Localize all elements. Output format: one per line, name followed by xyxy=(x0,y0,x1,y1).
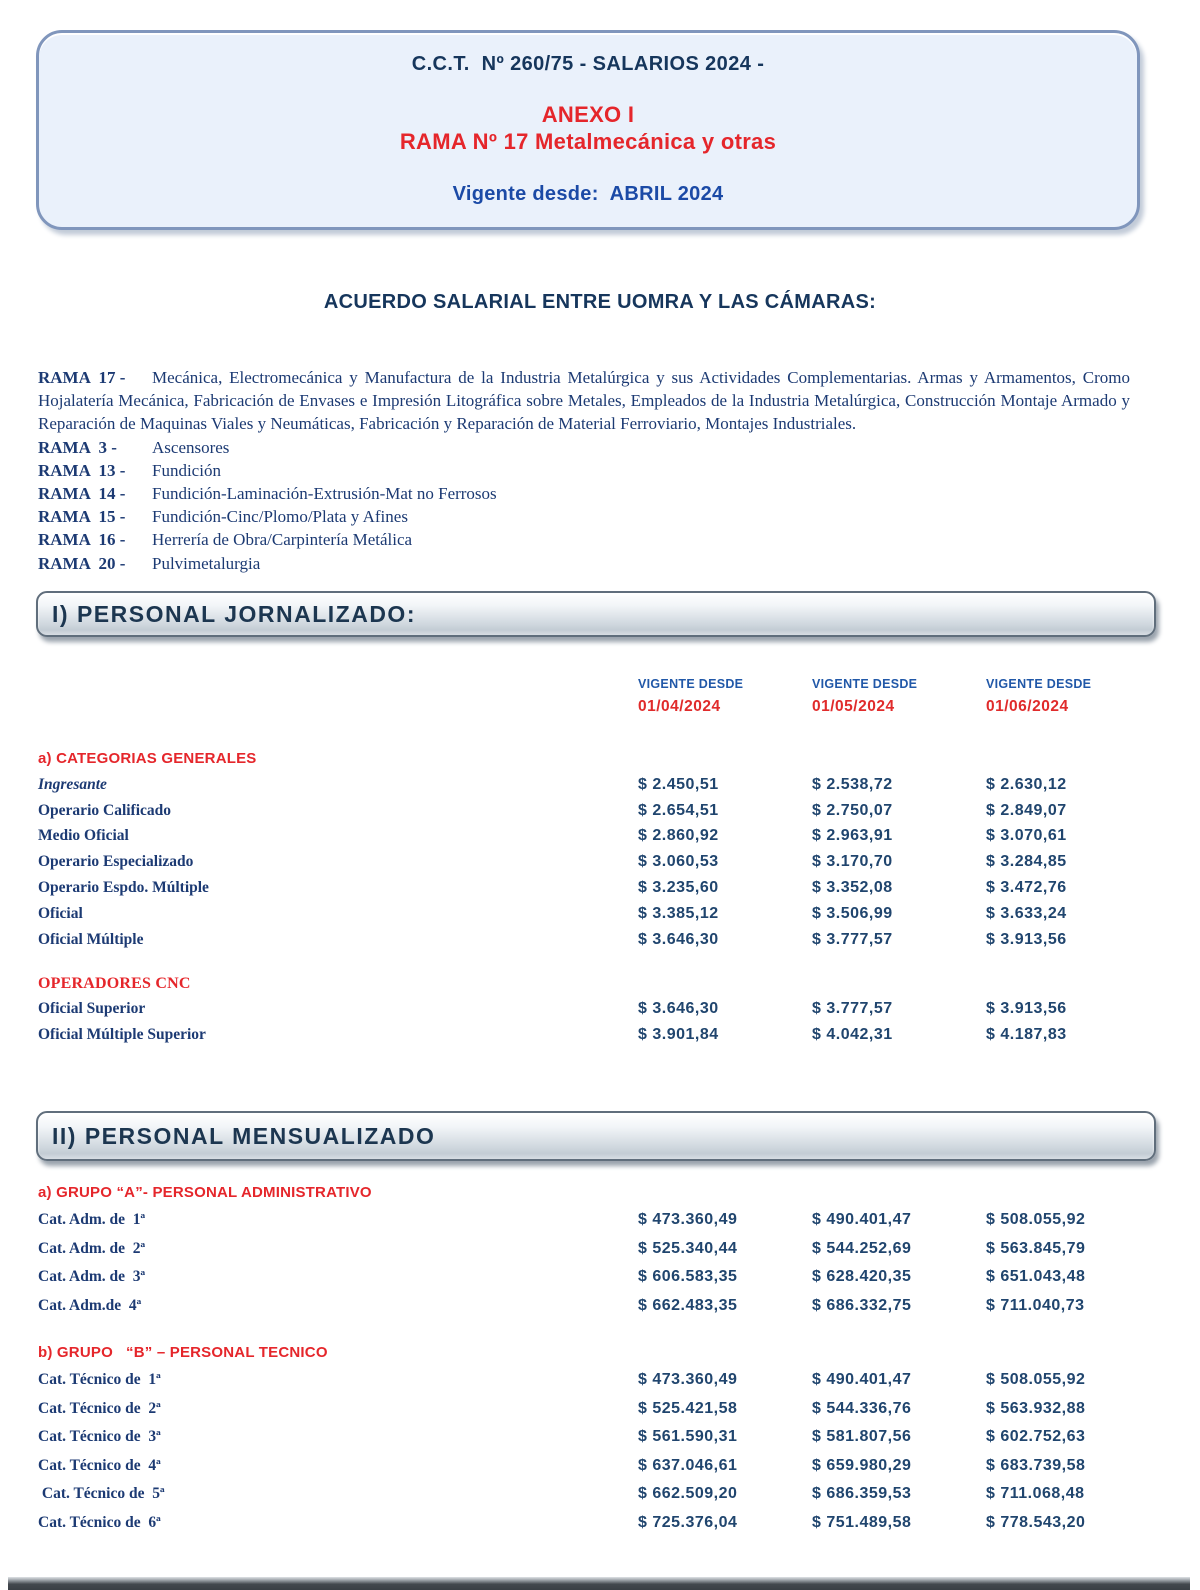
salary-value: $ 3.284,85 xyxy=(986,853,1067,871)
table-row xyxy=(38,1480,1162,1509)
table-row xyxy=(38,772,1162,798)
salary-value: $ 3.506,99 xyxy=(812,904,893,922)
category-label: Oficial Múltiple xyxy=(38,930,144,948)
salary-value: $ 683.739,58 xyxy=(986,1456,1086,1474)
salary-value: $ 525.340,44 xyxy=(638,1239,738,1257)
table-row xyxy=(38,997,1162,1023)
column-header-1 xyxy=(638,677,812,716)
salary-value: $ 3.646,30 xyxy=(638,1000,719,1018)
salary-value: $ 2.450,51 xyxy=(638,775,719,793)
rama-17-paragraph xyxy=(38,366,1130,436)
salary-value: $ 473.360,49 xyxy=(638,1371,738,1389)
category-label: Oficial xyxy=(38,904,83,922)
group-heading: b) GRUPO “B” – PERSONAL TECNICO xyxy=(38,1344,328,1361)
category-label: Cat. Técnico de 3ª xyxy=(38,1428,161,1446)
salary-value: $ 662.483,35 xyxy=(638,1296,738,1314)
rama-text: Pulvimetalurgia xyxy=(152,553,261,573)
column-date: 01/05/2024 xyxy=(812,698,895,715)
salary-value: $ 3.352,08 xyxy=(812,879,893,897)
category-label: Cat. Adm.de 4ª xyxy=(38,1296,142,1314)
salary-value: $ 686.359,53 xyxy=(812,1485,912,1503)
table-row xyxy=(38,1395,1162,1424)
table-row xyxy=(38,1263,1162,1292)
table-row xyxy=(38,849,1162,875)
salary-value: $ 561.590,31 xyxy=(638,1428,738,1446)
rama-label: RAMA 15 - xyxy=(38,507,130,527)
salary-value: $ 3.060,53 xyxy=(638,853,719,871)
section-bar-mensualizado xyxy=(36,1111,1156,1161)
rama-label: RAMA 20 - xyxy=(38,553,130,573)
rama-17-heading: RAMA Nº 17 Metalmecánica y otras xyxy=(399,129,777,154)
salary-value: $ 3.901,84 xyxy=(638,1026,719,1044)
salary-value: $ 2.630,12 xyxy=(986,775,1067,793)
rama-text: Ascensores xyxy=(152,437,230,457)
salary-value: $ 3.913,56 xyxy=(986,930,1067,948)
salary-value: $ 563.845,79 xyxy=(986,1239,1086,1257)
salary-value: $ 544.336,76 xyxy=(812,1399,912,1417)
rama-list-item xyxy=(38,482,1130,505)
salary-value: $ 662.509,20 xyxy=(638,1485,738,1503)
salary-value: $ 751.489,58 xyxy=(812,1513,912,1531)
table-row xyxy=(38,927,1162,953)
title-box xyxy=(36,30,1140,230)
column-header-3 xyxy=(986,677,1162,716)
table-row xyxy=(38,1423,1162,1452)
salary-value: $ 637.046,61 xyxy=(638,1456,738,1474)
category-label: Operario Calificado xyxy=(38,801,172,819)
salary-value: $ 508.055,92 xyxy=(986,1371,1086,1389)
column-date: 01/06/2024 xyxy=(986,698,1069,715)
salary-value: $ 725.376,04 xyxy=(638,1513,738,1531)
table-row xyxy=(38,1452,1162,1481)
salary-value: $ 490.401,47 xyxy=(812,1371,912,1389)
salary-value: $ 711.040,73 xyxy=(986,1296,1085,1314)
rama-label: RAMA 13 - xyxy=(38,460,130,480)
table-row xyxy=(38,1206,1162,1235)
salary-value: $ 2.860,92 xyxy=(638,827,719,845)
salary-value: $ 628.420,35 xyxy=(812,1268,912,1286)
category-label: Cat. Técnico de 4ª xyxy=(38,1456,161,1474)
salary-value: $ 3.385,12 xyxy=(638,904,719,922)
section-bar-title: I) PERSONAL JORNALIZADO: xyxy=(52,600,416,627)
salary-value: $ 3.472,76 xyxy=(986,879,1067,897)
category-label: Cat. Adm. de 2ª xyxy=(38,1239,146,1257)
rama-list xyxy=(38,436,1130,575)
category-label: Cat. Técnico de 2ª xyxy=(38,1399,161,1417)
salary-value: $ 490.401,47 xyxy=(812,1211,912,1229)
rama-text: Fundición-Cinc/Plomo/Plata y Afines xyxy=(152,507,408,527)
category-label: Operario Espdo. Múltiple xyxy=(38,879,209,897)
salary-value: $ 3.913,56 xyxy=(986,1000,1067,1018)
salary-value: $ 659.980,29 xyxy=(812,1456,912,1474)
rama-list-item xyxy=(38,528,1130,551)
section-bar-title: II) PERSONAL MENSUALIZADO xyxy=(52,1122,436,1149)
vigente-desde-label: VIGENTE DESDE xyxy=(638,677,744,691)
salary-value: $ 3.070,61 xyxy=(986,827,1067,845)
effective-date: Vigente desde: ABRIL 2024 xyxy=(452,183,724,205)
rama-list-item xyxy=(38,505,1130,528)
salary-value: $ 473.360,49 xyxy=(638,1211,738,1229)
salary-value: $ 2.849,07 xyxy=(986,801,1067,819)
salary-value: $ 606.583,35 xyxy=(638,1268,738,1286)
rama-list-item xyxy=(38,552,1130,575)
rama-list-item xyxy=(38,459,1130,482)
table-row xyxy=(38,1292,1162,1321)
next-section-bar-edge xyxy=(8,1577,1190,1590)
salary-value: $ 3.777,57 xyxy=(812,1000,893,1018)
vigente-desde-label: VIGENTE DESDE xyxy=(986,677,1092,691)
column-date: 01/04/2024 xyxy=(638,698,721,715)
salary-value: $ 3.235,60 xyxy=(638,879,719,897)
agreement-heading: ACUERDO SALARIAL ENTRE UOMRA Y LAS CÁMARAS: xyxy=(323,291,877,313)
salary-value: $ 651.043,48 xyxy=(986,1268,1086,1286)
category-label: Cat. Técnico de 6ª xyxy=(38,1513,161,1531)
document-title: C.C.T. Nº 260/75 - SALARIOS 2024 - xyxy=(411,53,765,75)
category-label: Oficial Superior xyxy=(38,1000,146,1018)
rama-label: RAMA 3 - xyxy=(38,437,122,457)
vigente-desde-label: VIGENTE DESDE xyxy=(812,677,918,691)
spacer xyxy=(38,677,638,716)
salary-value: $ 4.187,83 xyxy=(986,1026,1067,1044)
salary-value: $ 711.068,48 xyxy=(986,1485,1085,1503)
mensualizado-table xyxy=(38,1180,1162,1537)
section-bar-jornalizado xyxy=(36,591,1156,637)
rama-text: Mecánica, Electromecánica y Manufactura de la Industria Metalúrgica y sus Actividades Complementarias. Armas y Armamentos, Cromo Hojalatería Mecánica, Fabricación de Envases e Impresión Litográfica sobre Metales, Empleados de la Industria Metalúrgica, Construcción Montaje Armado y Reparación de Maquinas Viales y Neumáticas, Fabricación y Reparación de Material Ferroviario, Montajes Industriales. xyxy=(38,368,1130,434)
salary-value: $ 3.777,57 xyxy=(812,930,893,948)
salary-value: $ 563.932,88 xyxy=(986,1399,1086,1417)
category-label: Oficial Múltiple Superior xyxy=(38,1026,206,1044)
category-label: Cat. Adm. de 3ª xyxy=(38,1268,146,1286)
category-label: Medio Oficial xyxy=(38,827,129,845)
salary-value: $ 2.963,91 xyxy=(812,827,893,845)
salary-value: $ 3.646,30 xyxy=(638,930,719,948)
salary-value: $ 3.633,24 xyxy=(986,904,1067,922)
group-heading: OPERADORES CNC xyxy=(38,974,191,992)
salary-value: $ 508.055,92 xyxy=(986,1211,1086,1229)
rama-text: Fundición xyxy=(152,460,221,480)
salary-value: $ 3.170,70 xyxy=(812,853,893,871)
salary-value: $ 581.807,56 xyxy=(812,1428,912,1446)
rama-label: RAMA 17 - xyxy=(38,368,130,387)
rama-text: Fundición-Laminación-Extrusión-Mat no Ferrosos xyxy=(152,484,497,504)
column-headers xyxy=(38,677,1162,716)
rama-label: RAMA 14 - xyxy=(38,484,130,504)
salary-value: $ 778.543,20 xyxy=(986,1513,1086,1531)
group-heading: a) GRUPO “A”- PERSONAL ADMINISTRATIVO xyxy=(38,1184,372,1201)
table-row xyxy=(38,1366,1162,1395)
salary-value: $ 2.538,72 xyxy=(812,775,893,793)
group-heading: a) CATEGORIAS GENERALES xyxy=(38,750,257,767)
table-row xyxy=(38,798,1162,824)
table-row xyxy=(38,901,1162,927)
table-row xyxy=(38,824,1162,850)
salary-value: $ 2.654,51 xyxy=(638,801,719,819)
column-header-2 xyxy=(812,677,986,716)
rama-descriptions xyxy=(38,366,1130,575)
salary-value: $ 525.421,58 xyxy=(638,1399,738,1417)
rama-label: RAMA 16 - xyxy=(38,530,130,550)
category-label: Ingresante xyxy=(38,775,107,793)
rama-text: Herrería de Obra/Carpintería Metálica xyxy=(152,530,413,550)
salary-value: $ 686.332,75 xyxy=(812,1296,912,1314)
annex-heading: ANEXO I xyxy=(541,102,635,127)
category-label: Operario Especializado xyxy=(38,853,194,871)
category-label: Cat. Técnico de 1ª xyxy=(38,1371,161,1389)
salary-value: $ 4.042,31 xyxy=(812,1026,893,1044)
table-row xyxy=(38,1509,1162,1538)
table-row xyxy=(38,875,1162,901)
jornalizado-table xyxy=(38,746,1162,1048)
salary-value: $ 602.752,63 xyxy=(986,1428,1086,1446)
category-label: Cat. Técnico de 5ª xyxy=(38,1485,165,1503)
salary-value: $ 544.252,69 xyxy=(812,1239,912,1257)
rama-list-item xyxy=(38,436,1130,459)
salary-value: $ 2.750,07 xyxy=(812,801,893,819)
category-label: Cat. Adm. de 1ª xyxy=(38,1211,146,1229)
table-row xyxy=(38,1235,1162,1264)
table-row xyxy=(38,1022,1162,1048)
